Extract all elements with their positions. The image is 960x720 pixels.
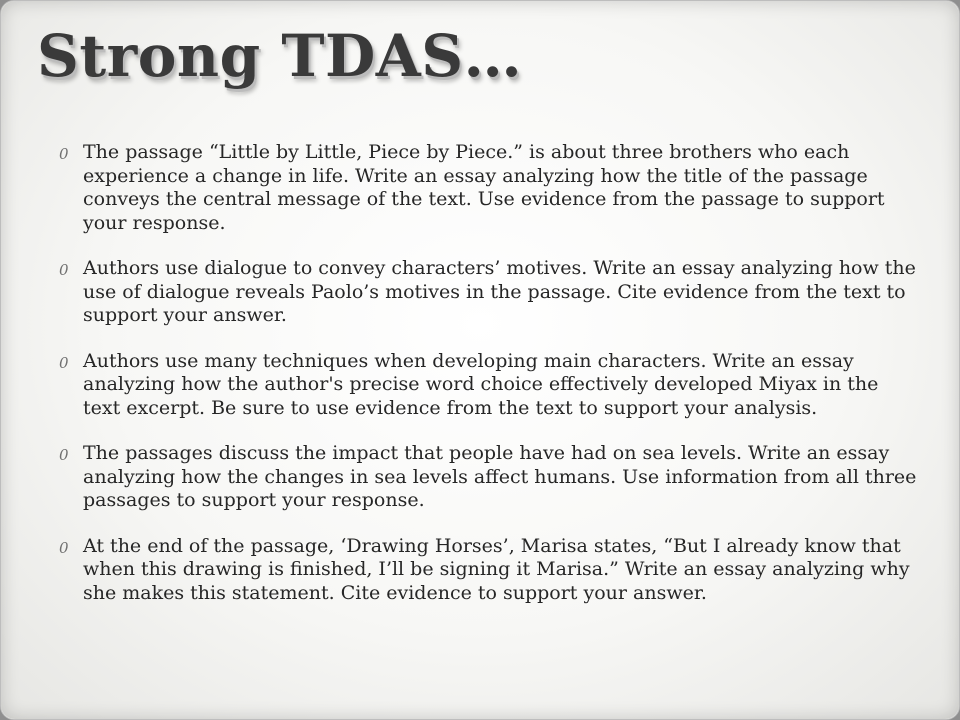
- bullet-marker: 0: [59, 145, 69, 163]
- bullet-item: [59, 257, 921, 328]
- bullet-item: [59, 350, 921, 421]
- bullet-marker: 0: [59, 446, 69, 464]
- bullet-marker: 0: [59, 353, 69, 372]
- bullet-list: [59, 141, 921, 627]
- bullet-item: [59, 141, 921, 235]
- bullet-marker: 0: [59, 538, 69, 557]
- bullet-text: At the end of the passage, ‘Drawing Horses’, Marisa states, “But I already know that when this drawing is finished, I’ll be signing it Marisa.” Write an essay analyzing why she makes this statement. Cite evidence to support your answer.: [83, 534, 910, 604]
- bullet-text: Authors use many techniques when developing main characters. Write an essay analyzing how the author's precise word choice effectively developed Miyax in the text excerpt. Be sure to use evidence from the text to support your analysis.: [83, 349, 879, 419]
- slide-title: Strong TDAS…: [37, 22, 523, 90]
- bullet-item: [59, 535, 921, 606]
- bullet-item: [59, 442, 921, 513]
- bullet-text: Authors use dialogue to convey characters’ motives. Write an essay analyzing how the use of dialogue reveals Paolo’s motives in the passage. Cite evidence from the text to support your answer.: [83, 257, 916, 326]
- bullet-text: The passage “Little by Little, Piece by Piece.” is about three brothers who each experience a change in life. Write an essay analyzing how the title of the passage conveys the central message of the text. Use evidence from the passage to support your response.: [83, 141, 885, 234]
- bullet-marker: 0: [59, 261, 69, 279]
- bullet-text: The passages discuss the impact that people have had on sea levels. Write an essay analyzing how the changes in sea levels affect humans. Use information from all three passages to support your response.: [83, 442, 917, 511]
